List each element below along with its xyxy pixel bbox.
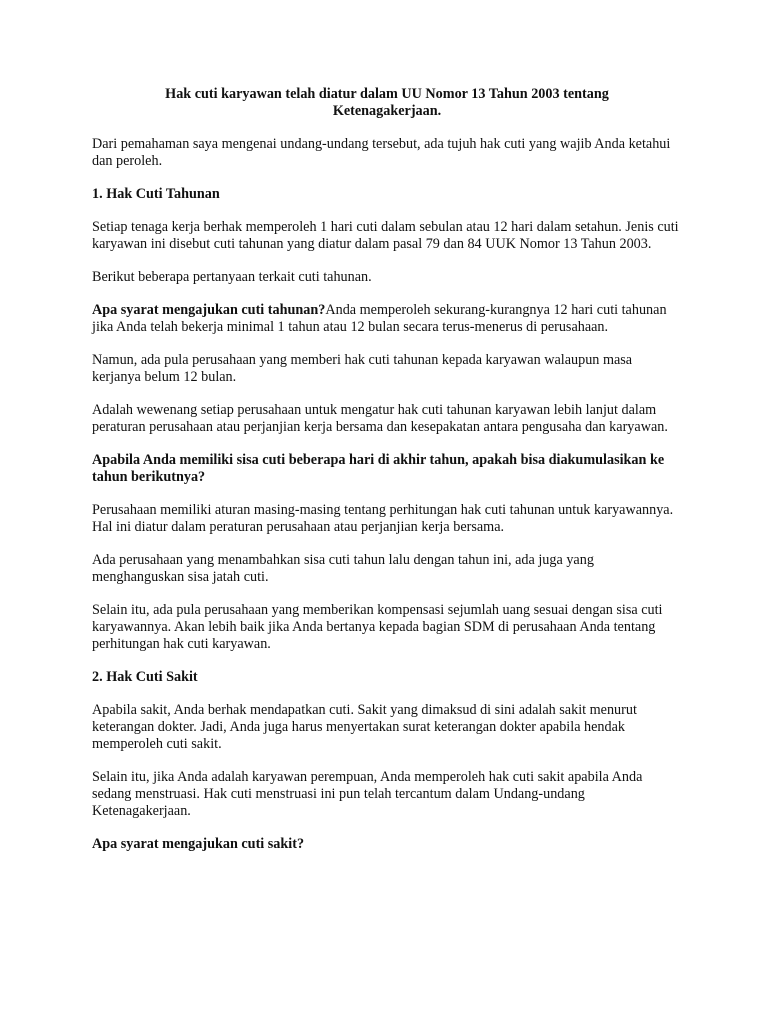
- section-heading-annual-leave: 1. Hak Cuti Tahunan: [92, 186, 220, 202]
- title-line-2: Ketenagakerjaan.: [332, 103, 442, 119]
- company-rules-paragraph: Perusahaan memiliki aturan masing-masing tentang perhitungan hak cuti tahunan untuk karyawannya. Hal ini diatur dalam peraturan perusahaan atau perjanjian kerja bersama.: [92, 502, 674, 535]
- questions-intro-paragraph: Berikut beberapa pertanyaan terkait cuti tahunan.: [92, 269, 372, 285]
- title-line-1: Hak cuti karyawan telah diatur dalam UU Nomor 13 Tahun 2003 tentang: [165, 86, 609, 102]
- document-page: [92, 86, 682, 869]
- sick-leave-paragraph: Apabila sakit, Anda berhak mendapatkan cuti. Sakit yang dimaksud di sini adalah sakit menurut keterangan dokter. Jadi, Anda juga harus menyertakan surat keterangan dokter apabila hendak memperoleh cuti sakit.: [92, 702, 637, 752]
- menstrual-leave-paragraph: Selain itu, jika Anda adalah karyawan perempuan, Anda memperoleh hak cuti sakit apabila Anda sedang menstruasi. Hak cuti menstruasi ini pun telah tercantum dalam Undang-undang Ketenagakerjaan.: [92, 769, 643, 819]
- leftover-leave-question: Apabila Anda memiliki sisa cuti beberapa hari di akhir tahun, apakah bisa diakumulasikan ke tahun berikutnya?: [92, 452, 665, 485]
- document-title: [92, 86, 682, 120]
- section-heading-sick-leave: 2. Hak Cuti Sakit: [92, 669, 198, 685]
- compensation-paragraph: Selain itu, ada pula perusahaan yang memberikan kompensasi sejumlah uang sesuai dengan sisa cuti karyawannya. Akan lebih baik jika Anda bertanya kepada bagian SDM di perusahaan Anda tentang perhitungan hak cuti karyawan.: [92, 602, 663, 652]
- annual-leave-answer: Anda memperoleh sekurang-kurangnya 12 hari cuti tahunan jika Anda telah bekerja minimal 1 tahun atau 12 bulan secara terus-menerus di perusahaan.: [92, 302, 667, 335]
- annual-leave-requirement-paragraph: [92, 302, 682, 336]
- annual-leave-paragraph: Setiap tenaga kerja berhak memperoleh 1 hari cuti dalam sebulan atau 12 hari dalam setahun. Jenis cuti karyawan ini disebut cuti tahunan yang diatur dalam pasal 79 dan 84 UUK Nomor 13 Tahun 2003.: [92, 219, 679, 252]
- company-authority-paragraph: Adalah wewenang setiap perusahaan untuk mengatur hak cuti tahunan karyawan lebih lanjut dalam peraturan perusahaan atau perjanjian kerja bersama dan kesepakatan antara pengusaha dan karyawan.: [92, 402, 668, 435]
- early-leave-paragraph: Namun, ada pula perusahaan yang memberi hak cuti tahunan kepada karyawan walaupun masa kerjanya belum 12 bulan.: [92, 352, 633, 385]
- intro-paragraph: Dari pemahaman saya mengenai undang-undang tersebut, ada tujuh hak cuti yang wajib Anda ketahui dan peroleh.: [92, 136, 671, 169]
- sick-leave-question: Apa syarat mengajukan cuti sakit?: [92, 836, 305, 852]
- carryover-paragraph: Ada perusahaan yang menambahkan sisa cuti tahun lalu dengan tahun ini, ada juga yang menghanguskan sisa jatah cuti.: [92, 552, 594, 585]
- annual-leave-question: Apa syarat mengajukan cuti tahunan?: [92, 302, 326, 318]
